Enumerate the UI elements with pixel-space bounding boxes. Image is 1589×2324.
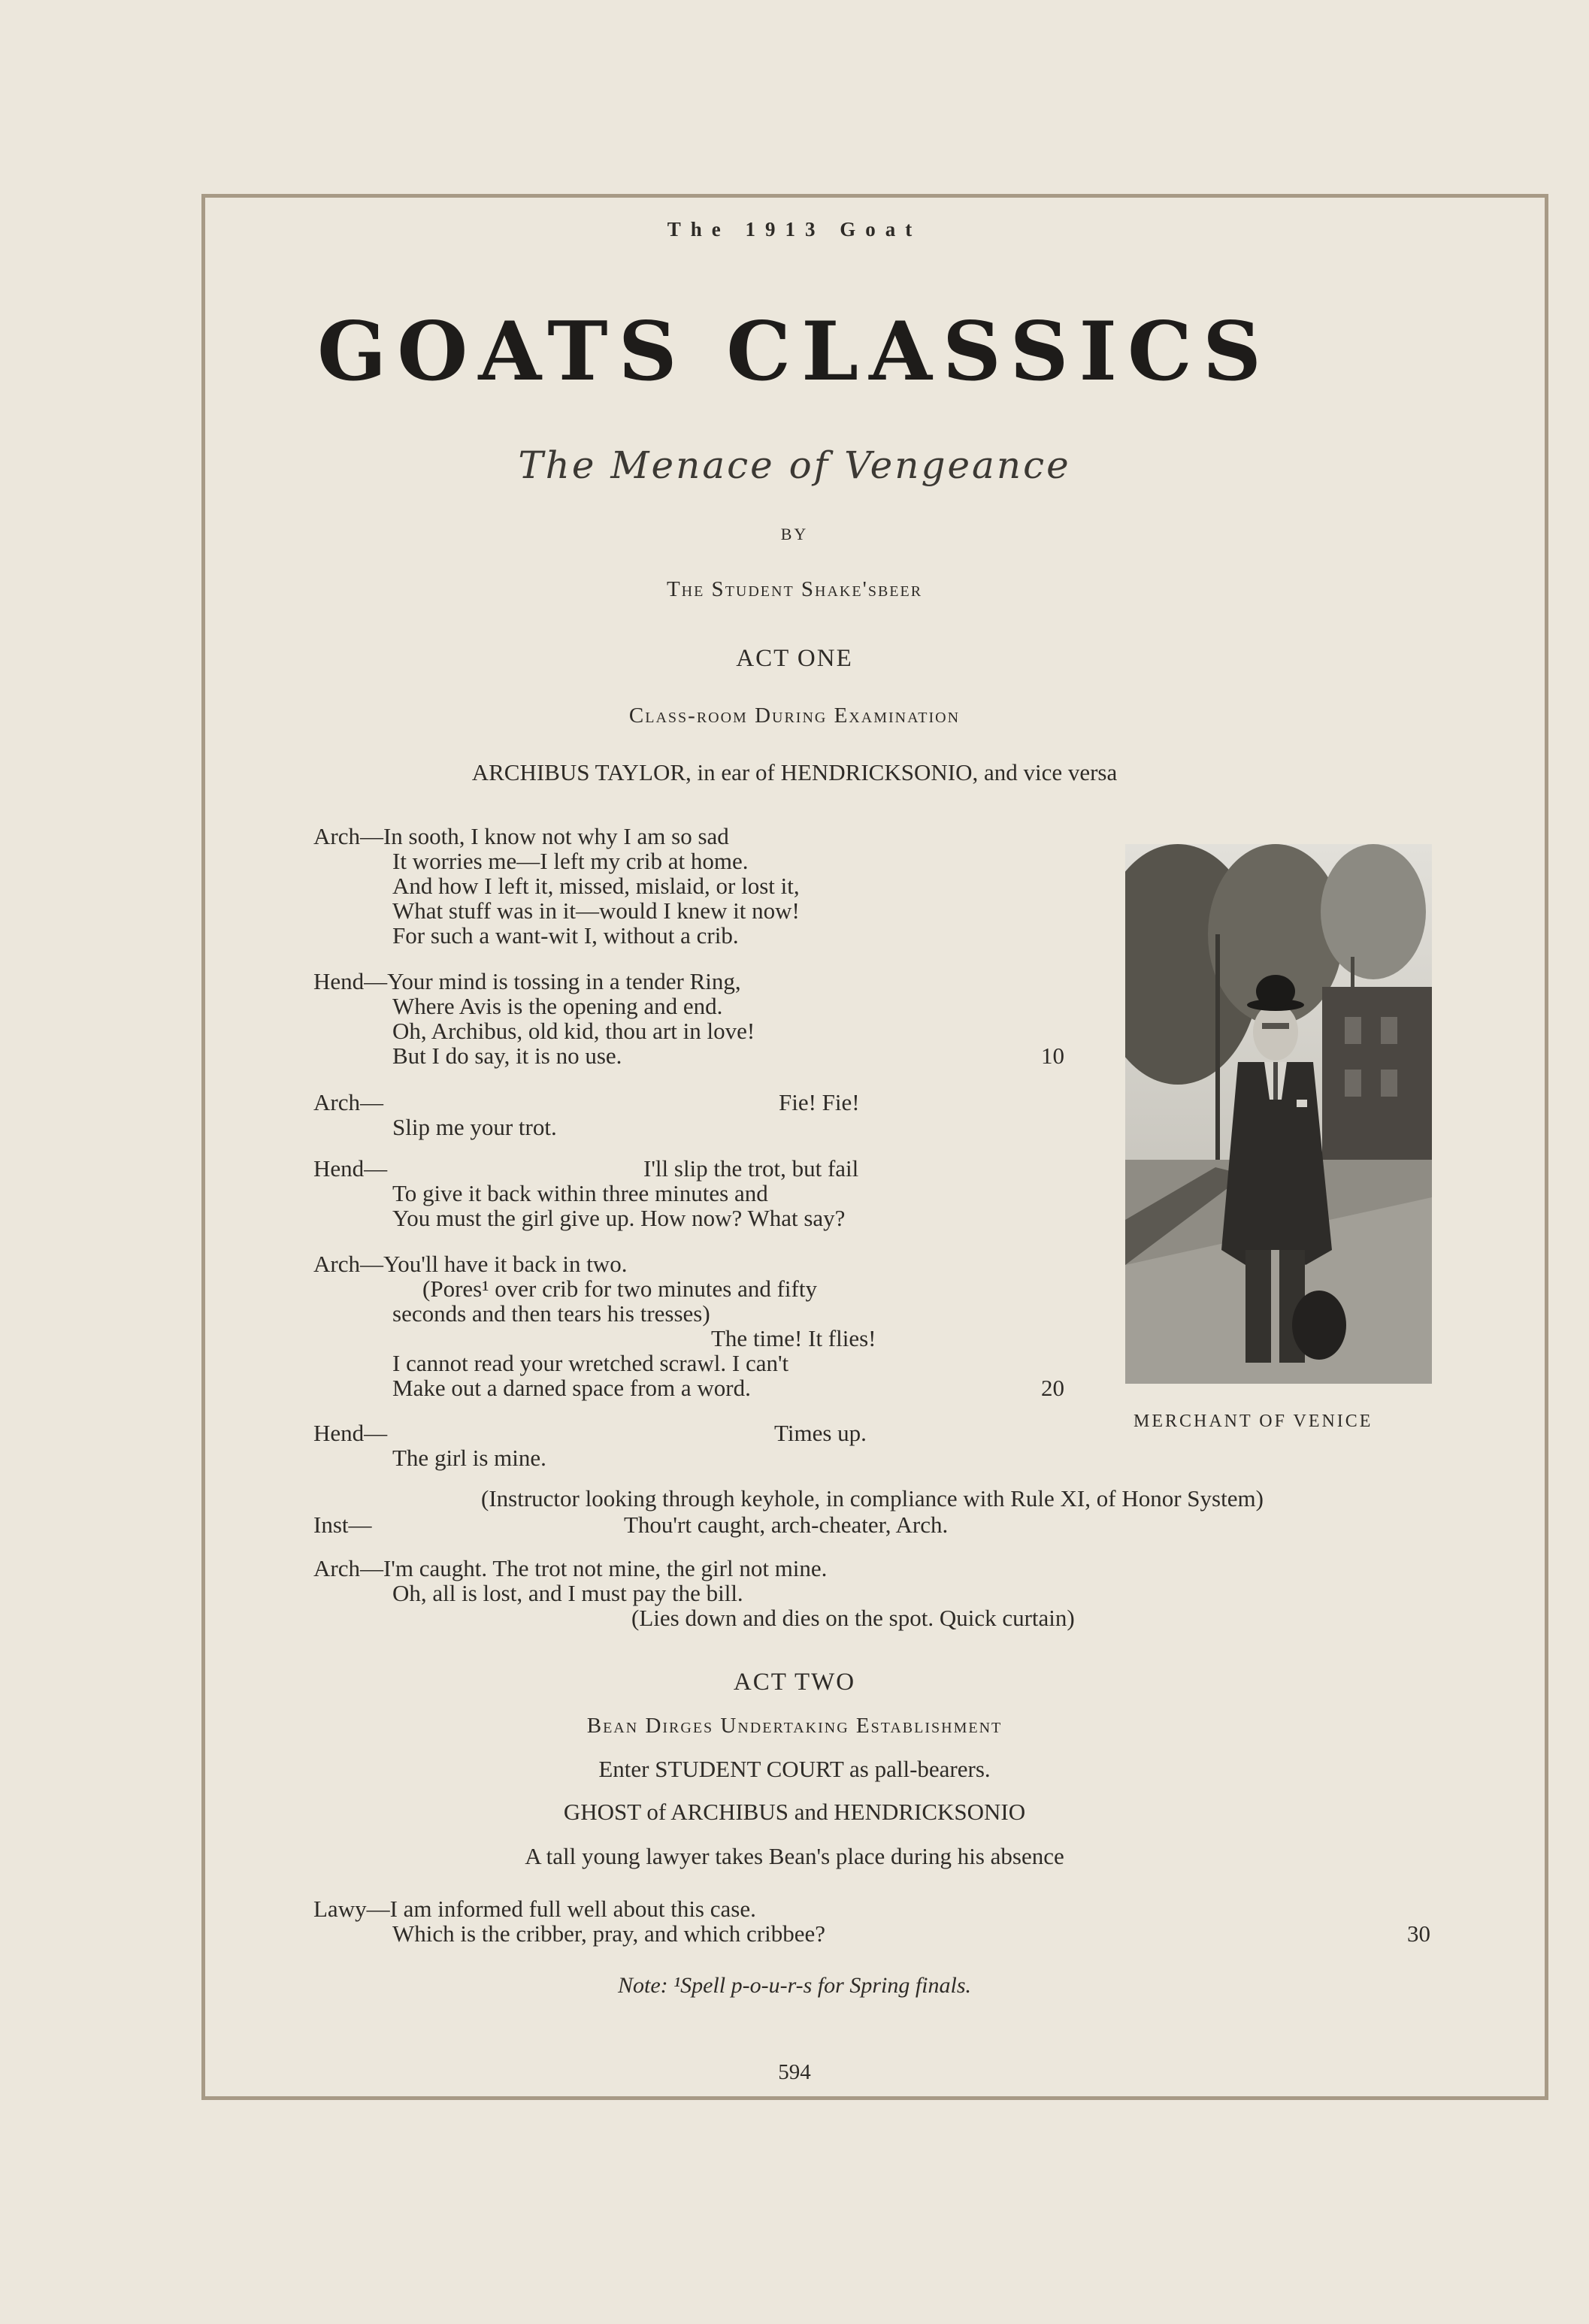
dialogue-line: Where Avis is the opening and end. (392, 993, 723, 1019)
line-number: 20 (1041, 1375, 1064, 1401)
page-title: GOATS CLASSICS (317, 304, 1272, 399)
stage-direction: (Lies down and dies on the spot. Quick curtain) (631, 1605, 1075, 1631)
speaker-label: Hend— (313, 1155, 388, 1182)
dialogue-line: It worries me—I left my crib at home. (392, 848, 749, 874)
dialogue-line: And how I left it, missed, mislaid, or lost it, (392, 873, 800, 899)
act-one-scene: Class-room During Examination (628, 704, 961, 728)
dialogue-line: Slip me your trot. (392, 1114, 557, 1140)
speaker-label: Inst— (313, 1512, 372, 1538)
dialogue-line: But I do say, it is no use. (392, 1042, 622, 1069)
act-two-scene: Bean Dirges Undertaking Establishment (586, 1714, 1003, 1738)
dialogue-line: Hend—Your mind is tossing in a tender Ring, (313, 968, 741, 994)
act-two-direction: A tall young lawyer takes Bean's place during his absence (525, 1843, 1064, 1869)
play-subtitle: The Menace of Vengeance (518, 443, 1071, 487)
photo-caption: MERCHANT OF VENICE (1133, 1412, 1373, 1431)
speaker-label: Arch— (313, 1089, 383, 1115)
dialogue-line: Fie! Fie! (779, 1089, 860, 1115)
stage-direction: (Instructor looking through keyhole, in compliance with Rule XI, of Honor System) (481, 1485, 1264, 1512)
dialogue-line: What stuff was in it—would I knew it now! (392, 897, 800, 924)
dialogue-line: Times up. (774, 1420, 867, 1446)
dialogue-line: Arch—You'll have it back in two. (313, 1251, 628, 1277)
line-number: 10 (1041, 1042, 1064, 1069)
dialogue-line: Thou'rt caught, arch-cheater, Arch. (624, 1512, 949, 1538)
author: The Student Shake'sbeer (666, 577, 923, 601)
act-two-heading: ACT TWO (733, 1669, 856, 1696)
running-head: The 1913 Goat (667, 218, 922, 241)
dialogue-line: You must the girl give up. How now? What say? (392, 1205, 846, 1231)
dialogue-line: I cannot read your wretched scrawl. I can't (392, 1350, 789, 1376)
dialogue-line: Which is the cribber, pray, and which cribbee? (392, 1920, 826, 1947)
dialogue-line: Arch—I'm caught. The trot not mine, the girl not mine. (313, 1555, 828, 1581)
dialogue-line: Make out a darned space from a word. (392, 1375, 751, 1401)
dialogue-line: Oh, Archibus, old kid, thou art in love! (392, 1018, 755, 1044)
stage-direction: (Pores¹ over crib for two minutes and fifty (422, 1275, 817, 1302)
dialogue-line: The time! It flies! (711, 1325, 876, 1351)
act-one-direction: ARCHIBUS TAYLOR, in ear of HENDRICKSONIO, and vice versa (471, 759, 1118, 785)
footnote: Note: ¹Spell p-o-u-r-s for Spring finals. (617, 1973, 972, 1998)
dialogue-line: Lawy—I am informed full well about this case. (313, 1896, 756, 1922)
speaker-label: Hend— (313, 1420, 388, 1446)
merchant-photo (1125, 844, 1432, 1384)
dialogue-line: The girl is mine. (392, 1445, 546, 1471)
dialogue-line: To give it back within three minutes and (392, 1180, 768, 1206)
act-two-enter: Enter STUDENT COURT as pall-bearers. (598, 1756, 991, 1782)
line-number: 30 (1407, 1920, 1430, 1947)
dialogue-line: Arch—In sooth, I know not why I am so sad (313, 823, 729, 849)
act-two-ghost: GHOST of ARCHIBUS and HENDRICKSONIO (563, 1799, 1026, 1825)
dialogue-line: Oh, all is lost, and I must pay the bill. (392, 1580, 743, 1606)
page-number: 594 (778, 2060, 811, 2084)
dialogue-line: For such a want-wit I, without a crib. (392, 922, 739, 949)
by-label: BY (780, 525, 809, 543)
dialogue-line: I'll slip the trot, but fail (643, 1155, 859, 1182)
stage-direction: seconds and then tears his tresses) (392, 1300, 710, 1327)
act-one-heading: ACT ONE (736, 645, 853, 672)
